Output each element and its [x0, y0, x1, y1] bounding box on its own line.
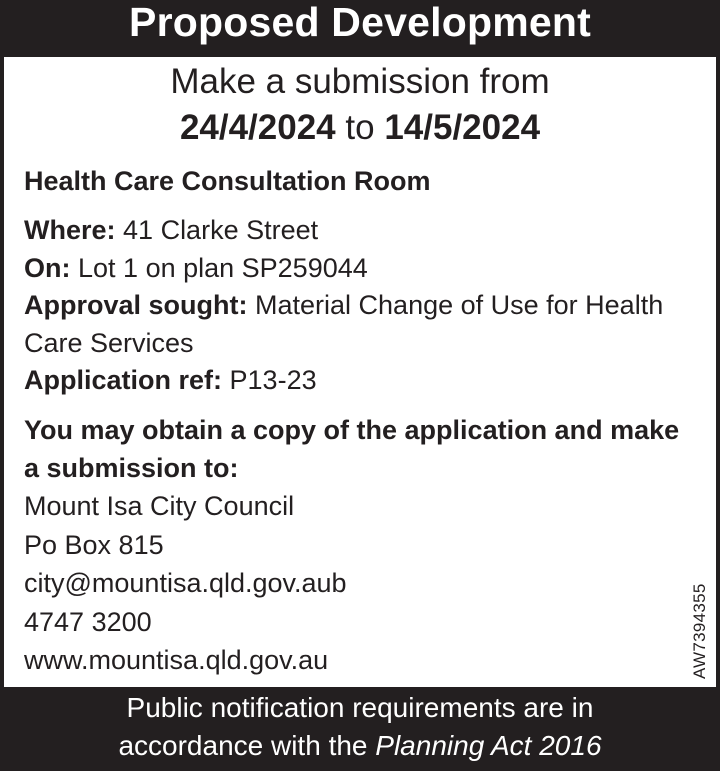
- council-name: Mount Isa City Council: [24, 491, 295, 521]
- where-value: 41 Clarke Street: [123, 215, 319, 245]
- contact-heading: You may obtain a copy of the application and make a submission to:: [24, 415, 680, 483]
- contact-details: [24, 487, 644, 680]
- website-address: www.mountisa.qld.gov.au: [24, 645, 329, 675]
- on-value: Lot 1 on plan SP259044: [78, 252, 368, 283]
- act-name: Planning Act 2016: [375, 730, 602, 761]
- application-ref-value: P13-23: [229, 365, 317, 395]
- proposal-title: Health Care Consultation Room: [24, 166, 431, 196]
- email-address: city@mountisa.qld.gov.aub: [24, 568, 347, 598]
- on-row: [24, 250, 704, 288]
- date-connector: to: [345, 108, 375, 147]
- start-date: 24/4/2024: [179, 108, 336, 147]
- approval-label: Approval sought:: [24, 290, 248, 320]
- notice-title: Proposed Development: [129, 0, 591, 45]
- on-label: On:: [24, 252, 71, 283]
- po-box: Po Box 815: [24, 529, 164, 560]
- where-label: Where:: [24, 215, 116, 245]
- approval-row: [24, 287, 704, 362]
- footer-band: [0, 687, 720, 771]
- proposal-details: [24, 212, 704, 400]
- application-ref-row: [24, 362, 704, 400]
- footer-line-2-prefix: accordance with the: [118, 730, 368, 761]
- submission-period: [4, 107, 716, 149]
- footer-line-2: [0, 727, 720, 765]
- footer-line-1: Public notification requirements are in: [126, 692, 594, 723]
- end-date: 14/5/2024: [384, 108, 541, 147]
- where-row: [24, 212, 704, 250]
- phone-number: 4747 3200: [24, 606, 152, 637]
- frame-right-border: [716, 57, 720, 687]
- application-ref-label: Application ref:: [24, 365, 223, 395]
- notice-body: [4, 57, 716, 687]
- ad-reference-code: AW7394355: [690, 583, 709, 679]
- submission-intro: Make a submission from: [170, 62, 550, 101]
- approval-value: Material Change of Use for Health Care Services: [24, 290, 664, 358]
- header-band: [0, 0, 720, 57]
